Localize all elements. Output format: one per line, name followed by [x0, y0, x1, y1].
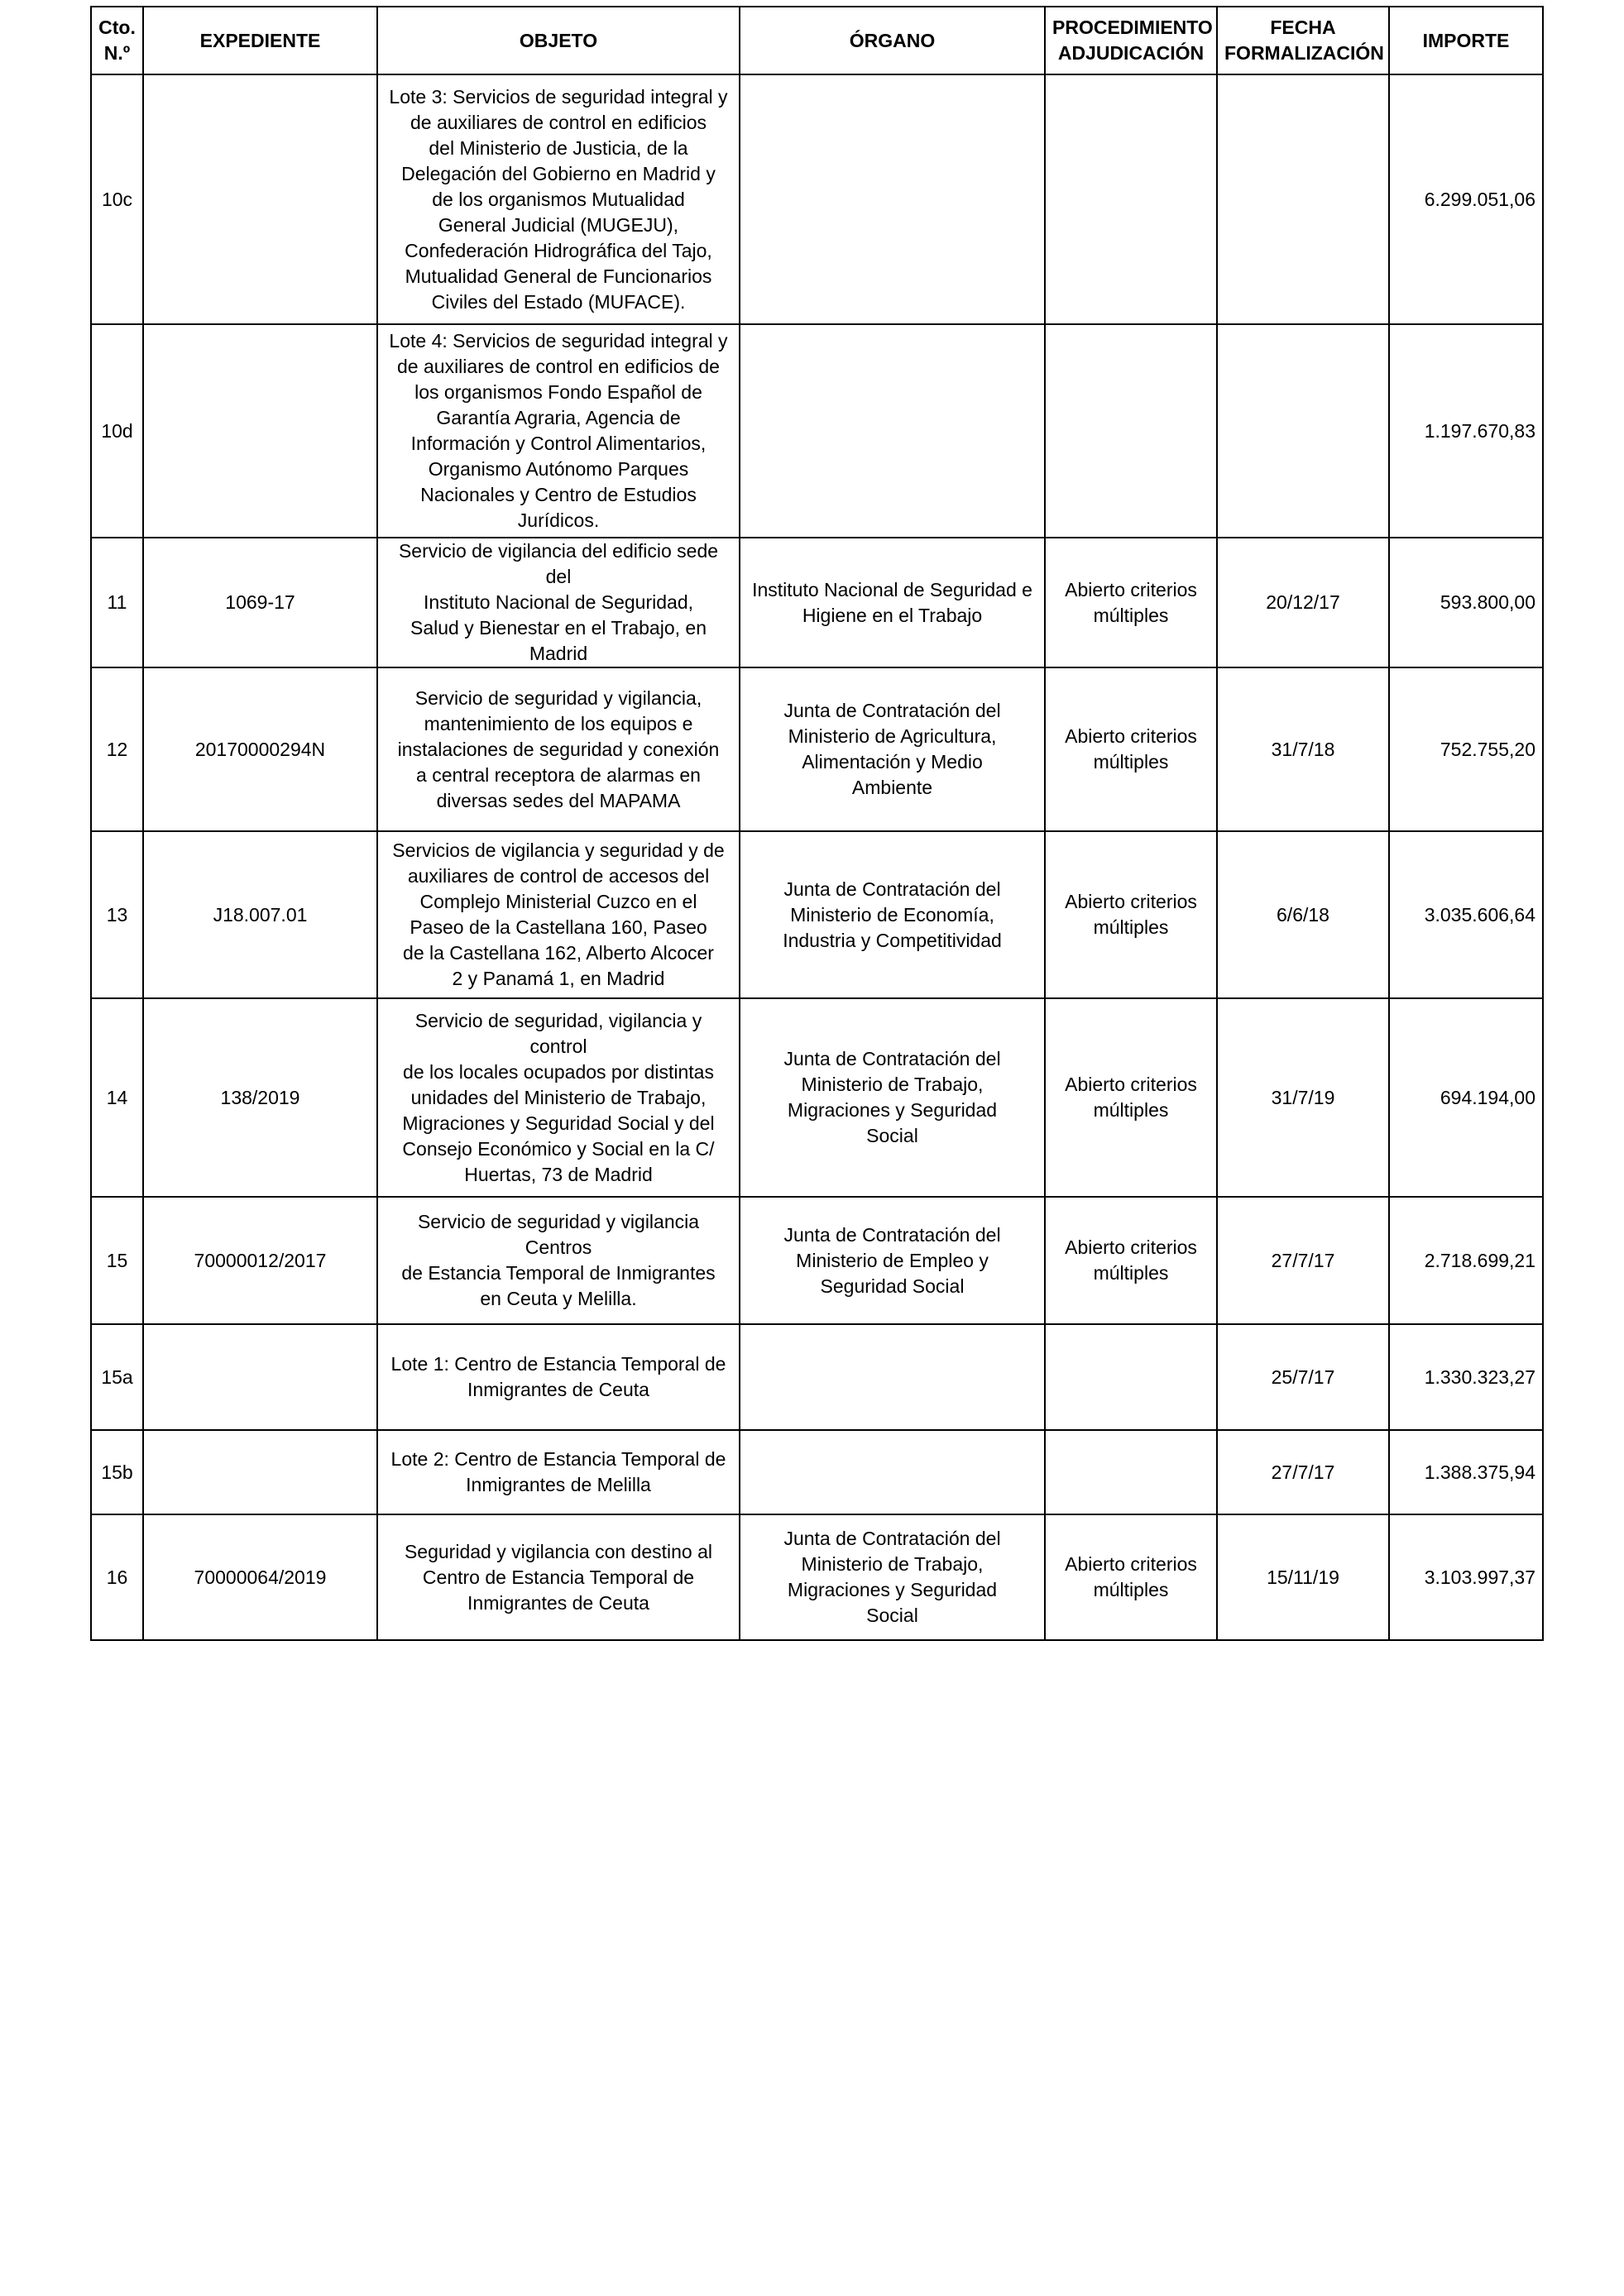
- cell-objeto-text: Lote 2: Centro de Estancia Temporal de Inmigrantes de Melilla: [390, 1448, 726, 1495]
- cell-fecha: 27/7/17: [1217, 1197, 1389, 1324]
- table-row: [91, 1324, 1543, 1430]
- cell-organo: [740, 324, 1045, 538]
- header-procedimiento: [1045, 7, 1217, 74]
- cell-objeto-text: Servicio de vigilancia del edificio sede del Instituto Nacional de Seguridad, Salud y Bienestar en el Trabajo, en Madrid: [398, 540, 719, 664]
- cell-objeto-text: Lote 3: Servicios de seguridad integral y de auxiliares de control en edificios del Ministerio de Justicia, de la Delegación del Gobierno en Madrid y de los organismos Mutualidad General Judicial (MUGEJU), Confederación Hidrográfica del Tajo, Mutualidad General de Funcionarios Civiles del Estado (MUFACE).: [389, 85, 728, 313]
- cell-importe: 2.718.699,21: [1389, 1197, 1543, 1324]
- cell-organo: [740, 1430, 1045, 1514]
- cell-expediente: [143, 1430, 377, 1514]
- cell-organo: [740, 538, 1045, 667]
- cell-organo-text: Junta de Contratación del Ministerio de Trabajo, Migraciones y Seguridad Social: [783, 1048, 1001, 1146]
- cell-procedimiento-text: Abierto criterios múltiples: [1065, 1553, 1197, 1600]
- header-row: [91, 7, 1543, 74]
- cell-organo: [740, 1514, 1045, 1640]
- header-importe: [1389, 7, 1543, 74]
- cell-objeto: [377, 667, 740, 831]
- contracts-table: [90, 6, 1544, 1641]
- cell-procedimiento: [1045, 1514, 1217, 1640]
- cell-num: 10d: [91, 324, 143, 538]
- cell-objeto-text: Servicios de vigilancia y seguridad y de auxiliares de control de accesos del Complejo Ministerial Cuzco en el Paseo de la Castellana 160, Paseo de la Castellana 162, Alberto Alcocer 2 y Panamá 1, en Madrid: [392, 839, 725, 989]
- cell-importe: 1.388.375,94: [1389, 1430, 1543, 1514]
- cell-fecha: 20/12/17: [1217, 538, 1389, 667]
- cell-procedimiento: [1045, 831, 1217, 998]
- cell-fecha: 31/7/18: [1217, 667, 1389, 831]
- header-objeto: [377, 7, 740, 74]
- table-row: [91, 1430, 1543, 1514]
- header-organo-label: ÓRGANO: [849, 29, 936, 51]
- cell-objeto-text: Lote 4: Servicios de seguridad integral y de auxiliares de control en edificios de los organismos Fondo Español de Garantía Agraria, Agencia de Información y Control Alimentarios, Organismo Autónomo Parques Nacionales y Centro de Estudios Jurídicos.: [389, 330, 728, 531]
- cell-organo: [740, 1324, 1045, 1430]
- table-row: [91, 831, 1543, 998]
- header-expediente-label: EXPEDIENTE: [199, 29, 321, 51]
- cell-objeto: [377, 1430, 740, 1514]
- header-fecha: [1217, 7, 1389, 74]
- header-num: [91, 7, 143, 74]
- cell-fecha: 6/6/18: [1217, 831, 1389, 998]
- cell-importe: 752.755,20: [1389, 667, 1543, 831]
- cell-objeto: [377, 538, 740, 667]
- cell-objeto: [377, 831, 740, 998]
- table-row: [91, 667, 1543, 831]
- cell-expediente: 20170000294N: [143, 667, 377, 831]
- cell-procedimiento-text: Abierto criterios múltiples: [1065, 578, 1197, 626]
- cell-procedimiento: [1045, 538, 1217, 667]
- cell-objeto-text: Servicio de seguridad y vigilancia Centros de Estancia Temporal de Inmigrantes en Ceuta y Melilla.: [401, 1211, 716, 1309]
- cell-objeto: [377, 998, 740, 1197]
- cell-organo: [740, 74, 1045, 324]
- cell-organo-text: Junta de Contratación del Ministerio de Trabajo, Migraciones y Seguridad Social: [783, 1528, 1001, 1626]
- cell-num: 15a: [91, 1324, 143, 1430]
- cell-expediente: 1069-17: [143, 538, 377, 667]
- cell-fecha: [1217, 74, 1389, 324]
- cell-procedimiento: [1045, 667, 1217, 831]
- cell-procedimiento: [1045, 1197, 1217, 1324]
- cell-procedimiento-text: Abierto criterios múltiples: [1065, 1074, 1197, 1121]
- cell-importe: 3.103.997,37: [1389, 1514, 1543, 1640]
- cell-num: 11: [91, 538, 143, 667]
- cell-procedimiento: [1045, 1430, 1217, 1514]
- cell-num: 13: [91, 831, 143, 998]
- cell-procedimiento-text: Abierto criterios múltiples: [1065, 891, 1197, 938]
- cell-organo: [740, 998, 1045, 1197]
- cell-expediente: 70000012/2017: [143, 1197, 377, 1324]
- cell-expediente: [143, 74, 377, 324]
- cell-organo-text: Junta de Contratación del Ministerio de Economía, Industria y Competitividad: [783, 878, 1002, 951]
- cell-fecha: 31/7/19: [1217, 998, 1389, 1197]
- cell-procedimiento-text: Abierto criterios múltiples: [1065, 725, 1197, 773]
- header-organo: [740, 7, 1045, 74]
- cell-objeto: [377, 74, 740, 324]
- cell-objeto: [377, 324, 740, 538]
- header-num-label: Cto. N.º: [98, 17, 136, 64]
- cell-organo: [740, 1197, 1045, 1324]
- cell-objeto-text: Lote 1: Centro de Estancia Temporal de Inmigrantes de Ceuta: [390, 1353, 726, 1400]
- header-expediente: [143, 7, 377, 74]
- cell-importe: 6.299.051,06: [1389, 74, 1543, 324]
- table-header: [91, 7, 1543, 74]
- cell-expediente: J18.007.01: [143, 831, 377, 998]
- cell-importe: 593.800,00: [1389, 538, 1543, 667]
- cell-importe: 3.035.606,64: [1389, 831, 1543, 998]
- header-objeto-label: OBJETO: [519, 29, 598, 51]
- table-row: [91, 74, 1543, 324]
- cell-num: 16: [91, 1514, 143, 1640]
- cell-expediente: [143, 1324, 377, 1430]
- header-importe-label: IMPORTE: [1422, 29, 1510, 51]
- cell-procedimiento: [1045, 998, 1217, 1197]
- cell-importe: 1.197.670,83: [1389, 324, 1543, 538]
- table-row: [91, 1197, 1543, 1324]
- cell-objeto-text: Seguridad y vigilancia con destino al Centro de Estancia Temporal de Inmigrantes de Ceuta: [404, 1540, 713, 1614]
- cell-expediente: [143, 324, 377, 538]
- cell-objeto: [377, 1197, 740, 1324]
- cell-num: 15b: [91, 1430, 143, 1514]
- cell-procedimiento: [1045, 324, 1217, 538]
- header-procedimiento-label: PROCEDIMIENTO ADJUDICACIÓN: [1052, 17, 1213, 64]
- table-body: [91, 74, 1543, 1640]
- table-row: [91, 538, 1543, 667]
- cell-objeto: [377, 1514, 740, 1640]
- table-row: [91, 998, 1543, 1197]
- cell-objeto: [377, 1324, 740, 1430]
- header-fecha-label: FECHA FORMALIZACIÓN: [1224, 17, 1384, 64]
- cell-fecha: 27/7/17: [1217, 1430, 1389, 1514]
- cell-fecha: 15/11/19: [1217, 1514, 1389, 1640]
- cell-procedimiento-text: Abierto criterios múltiples: [1065, 1236, 1197, 1284]
- table-row: [91, 324, 1543, 538]
- cell-importe: 1.330.323,27: [1389, 1324, 1543, 1430]
- cell-organo-text: Junta de Contratación del Ministerio de Empleo y Seguridad Social: [783, 1223, 1001, 1297]
- cell-num: 15: [91, 1197, 143, 1324]
- cell-num: 12: [91, 667, 143, 831]
- cell-procedimiento: [1045, 74, 1217, 324]
- cell-fecha: 25/7/17: [1217, 1324, 1389, 1430]
- cell-organo: [740, 831, 1045, 998]
- table-row: [91, 1514, 1543, 1640]
- cell-objeto-text: Servicio de seguridad y vigilancia, mantenimiento de los equipos e instalaciones de seguridad y conexión a central receptora de alarmas en diversas sedes del MAPAMA: [397, 686, 720, 811]
- cell-procedimiento: [1045, 1324, 1217, 1430]
- cell-fecha: [1217, 324, 1389, 538]
- cell-organo-text: Junta de Contratación del Ministerio de Agricultura, Alimentación y Medio Ambiente: [783, 700, 1001, 798]
- cell-num: 10c: [91, 74, 143, 324]
- cell-importe: 694.194,00: [1389, 998, 1543, 1197]
- cell-num: 14: [91, 998, 143, 1197]
- cell-expediente: 70000064/2019: [143, 1514, 377, 1640]
- cell-organo: [740, 667, 1045, 831]
- cell-organo-text: Instituto Nacional de Seguridad e Higiene en el Trabajo: [752, 578, 1032, 626]
- cell-expediente: 138/2019: [143, 998, 377, 1197]
- cell-objeto-text: Servicio de seguridad, vigilancia y control de los locales ocupados por distintas unidades del Ministerio de Trabajo, Migraciones y Seguridad Social y del Consejo Económico y Social en la C/ Huertas, 73 de Madrid: [402, 1009, 715, 1185]
